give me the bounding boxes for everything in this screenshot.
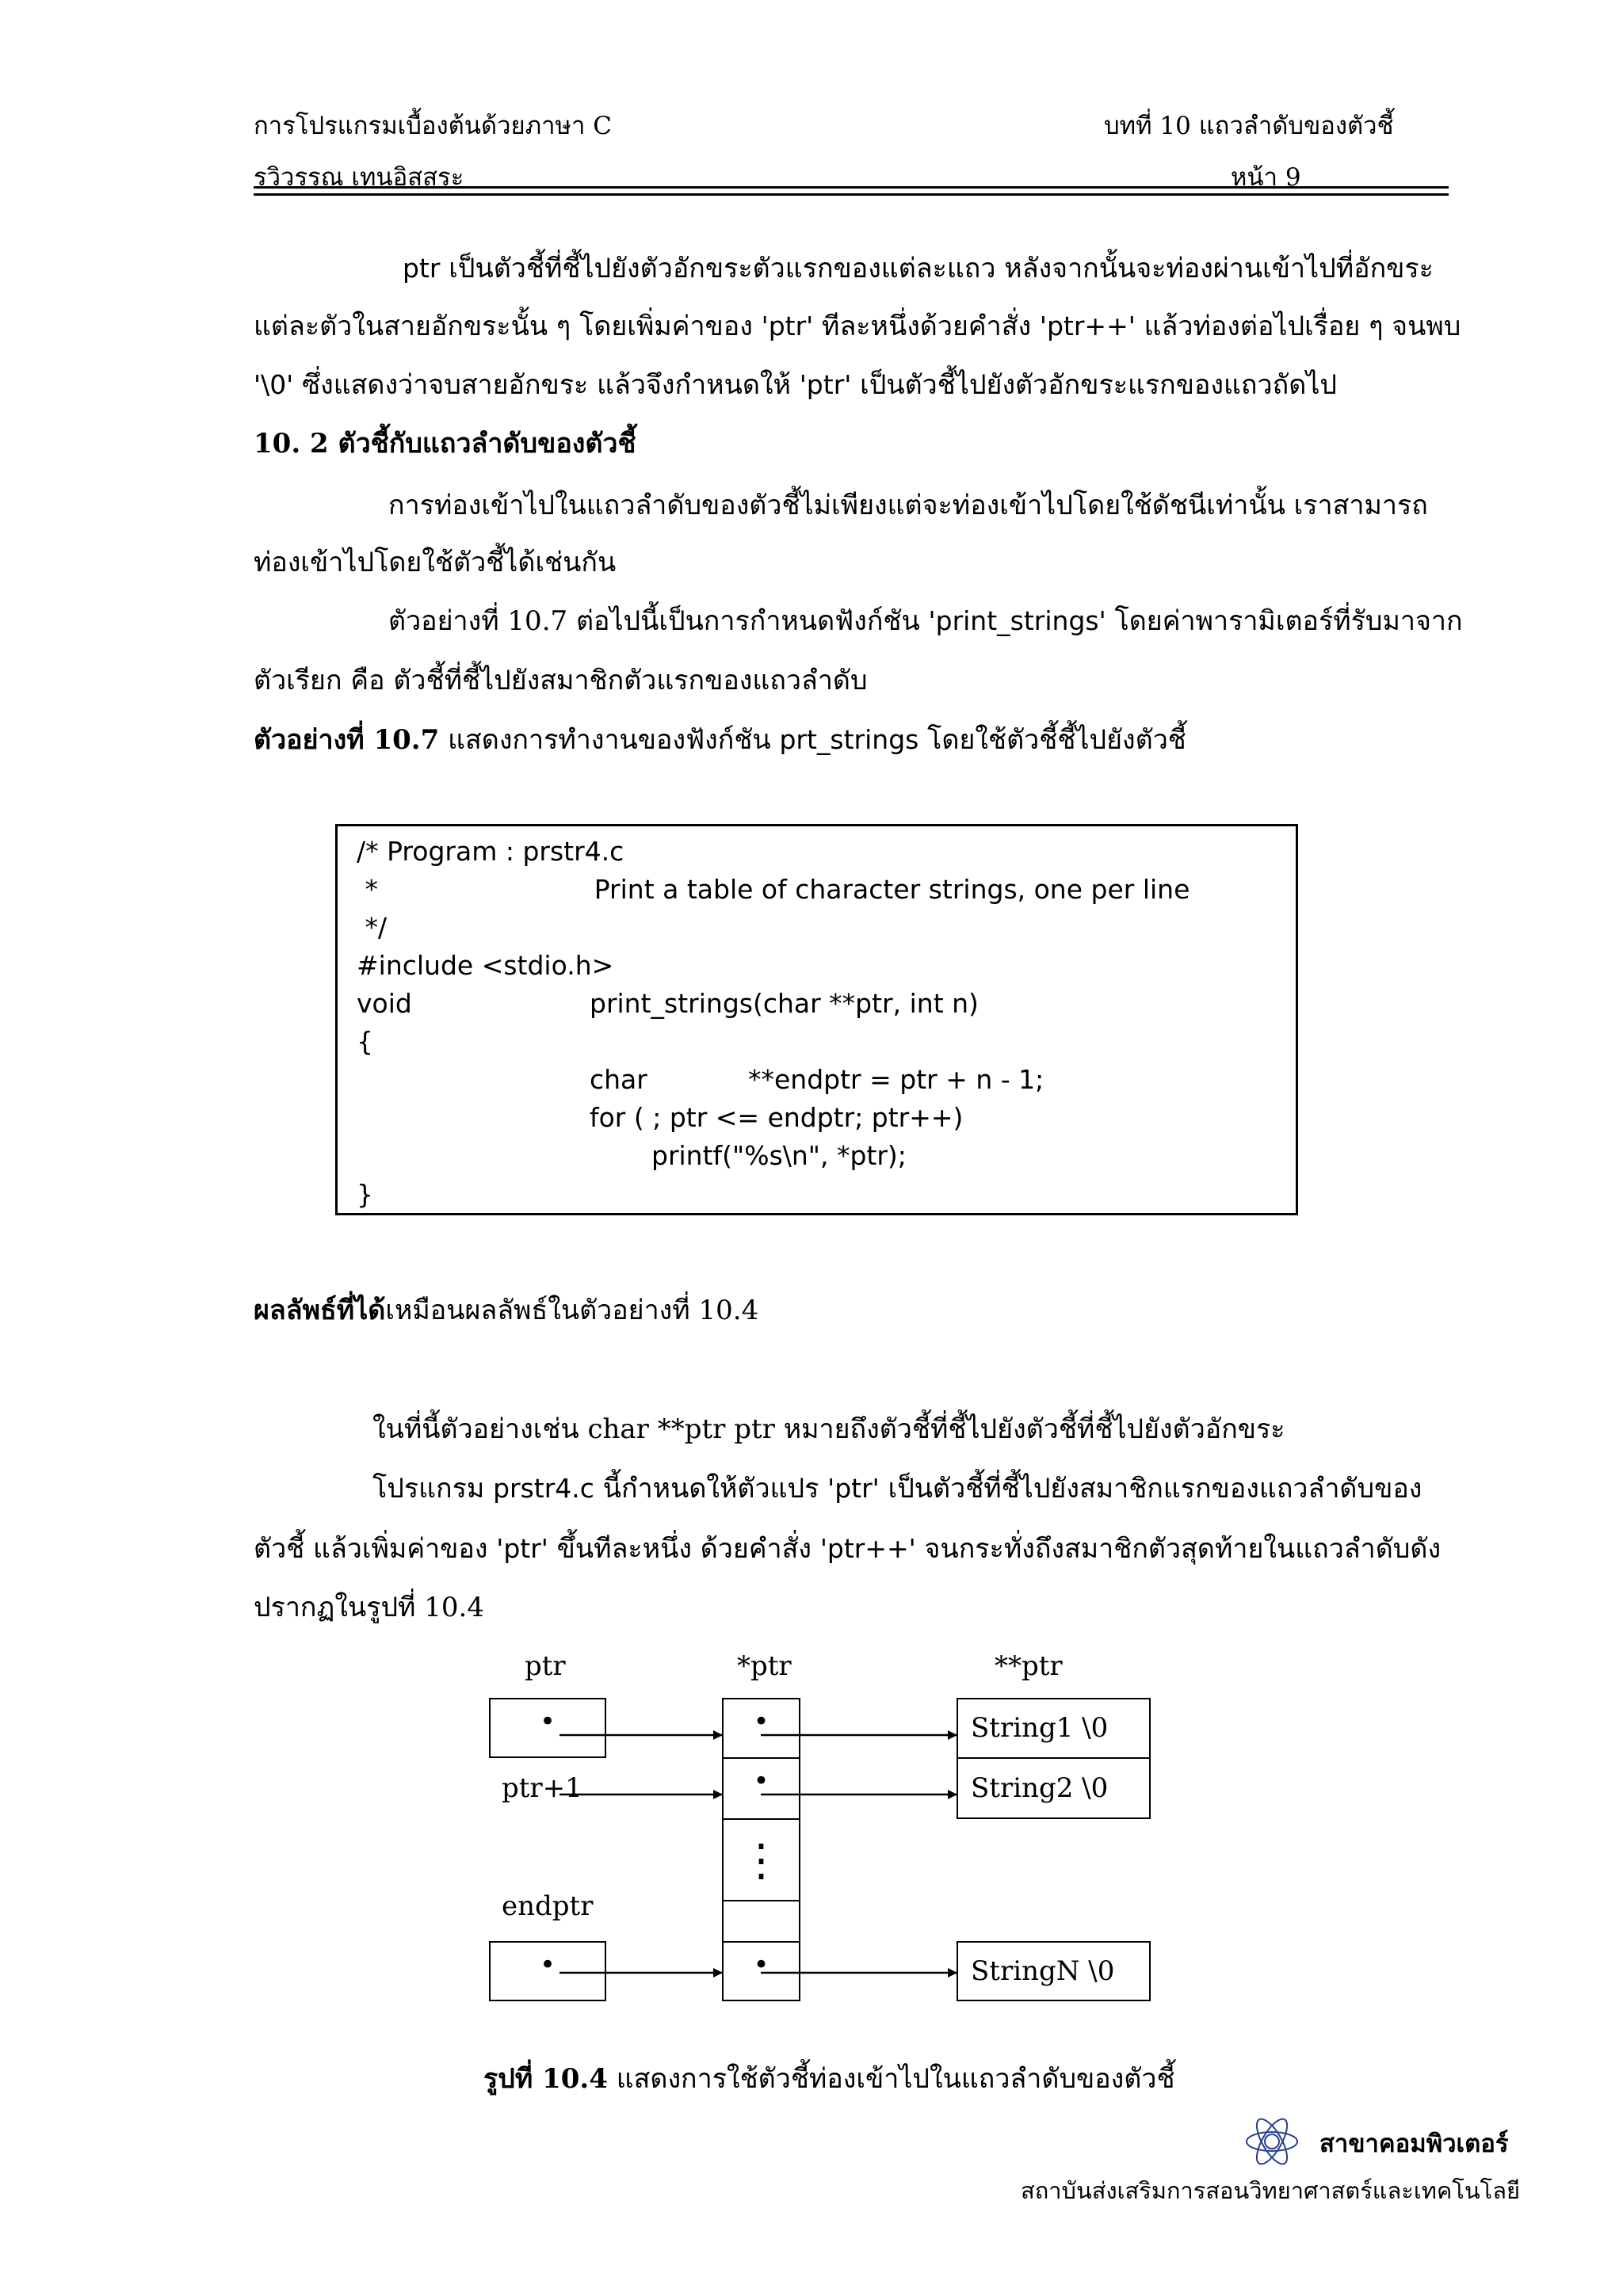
header-page-number: หน้า 9: [1231, 163, 1301, 192]
array-dot: •: [753, 1706, 769, 1737]
text: แสดงการทำงานของฟังก์ชัน: [439, 724, 780, 756]
text: นี้กำหนดให้ตัวแปร: [594, 1473, 828, 1505]
string-2: String2 \0: [971, 1772, 1109, 1804]
string-n: StringN \0: [971, 1955, 1115, 1987]
inline-code: 'ptr++': [1039, 311, 1136, 341]
text: แล้วท่องต่อไปเรื่อย ๆ จนพบ: [1135, 311, 1461, 342]
array-dot: •: [753, 1949, 769, 1981]
footer-department: สาขาคอมพิวเตอร์: [1319, 2130, 1509, 2158]
inline-code: 'ptr': [761, 311, 814, 341]
code-line: print_strings(char **ptr, int n): [590, 988, 979, 1019]
header-left-title: การโปรแกรมเบื้องต้นด้วยภาษา C: [254, 112, 612, 140]
text: เป็นตัวชี้ที่ชี้ไปยังสมาชิกแรกของแถวลำดับของ: [879, 1473, 1423, 1505]
code-line: #include <stdio.h>: [357, 950, 614, 981]
paragraph-5-line-3: ปรากฏในรูปที่ 10.4: [254, 1592, 484, 1623]
inline-code: prt_strings: [779, 724, 919, 755]
text: โปรแกรม: [372, 1473, 494, 1505]
text: จนกระทั่งถึงสมาชิกตัวสุดท้ายในแถวลำดับดัง: [915, 1533, 1442, 1565]
text: แต่ละตัวในสายอักขระนั้น ๆ โดยเพิ่มค่าของ: [254, 311, 762, 342]
header-left-author: รวิวรรณ เทนอิสสระ: [254, 163, 464, 192]
text: แสดงการใช้ตัวชี้ท่องเข้าไปในแถวลำดับของตัวชี้: [607, 2063, 1175, 2095]
text: ตัวชี้ แล้วเพิ่มค่าของ: [254, 1533, 497, 1565]
inline-code: 'ptr': [496, 1533, 548, 1564]
endptr-dot: •: [539, 1949, 556, 1981]
text: ทีละหนึ่งด้วยคำสั่ง: [813, 311, 1040, 342]
institute-logo: [1244, 2114, 1300, 2169]
text: เป็นตัวชี้ไปยังตัวอักขระแรกของแถวถัดไป: [851, 369, 1337, 401]
paragraph-3-line-2: ตัวเรียก คือ ตัวชี้ที่ชี้ไปยังสมาชิกตัวแรกของแถวลำดับ: [254, 665, 868, 696]
inline-code: 'ptr++': [819, 1533, 916, 1564]
paragraph-4: ในที่นี้ตัวอย่างเช่น char **ptr ptr หมายถึงตัวชี้ที่ชี้ไปยังตัวชี้ที่ชี้ไปยังตัวอักขระ: [372, 1413, 1285, 1445]
text: เป็นตัวชี้ที่ชี้ไปยังตัวอักขระตัวแรกของแต่ละแถว หลังจากนั้นจะท่องผ่านเข้าไปที่อักขระ: [440, 253, 1434, 284]
label-ptr-plus-1: ptr+1: [502, 1772, 582, 1804]
code-line: */: [357, 912, 388, 943]
inline-code: ptr: [403, 253, 441, 284]
inline-code: 'print_strings': [928, 605, 1106, 636]
text: เหมือนผลลัพธ์ในตัวอย่างที่ 10.4: [385, 1295, 759, 1326]
code-line: char: [590, 1064, 647, 1095]
inline-code: 'ptr': [799, 369, 852, 400]
label-double-star-ptr: **ptr: [995, 1650, 1063, 1682]
code-line: printf("%s\n", *ptr);: [651, 1140, 907, 1171]
label-star-ptr: *ptr: [737, 1650, 792, 1682]
text: โดยค่าพารามิเตอร์ที่รับมาจาก: [1106, 605, 1463, 637]
header-right-title: บทที่ 10 แถวลำดับของตัวชี้: [1104, 112, 1394, 140]
code-line: * Print a table of character strings, one per line: [357, 874, 1190, 905]
code-line: {: [357, 1026, 373, 1057]
text: โดยใช้ตัวชี้ชี้ไปยังตัวชี้: [918, 724, 1186, 756]
inline-code: 'ptr': [827, 1473, 880, 1504]
ptr-dot: •: [539, 1706, 556, 1737]
caption-label: รูปที่ 10.4: [483, 2063, 608, 2095]
paragraph-2-line-1: การท่องเข้าไปในแถวลำดับของตัวชี้ไม่เพียงแต่จะท่องเข้าไปโดยใช้ดัชนีเท่านั้น เราสามารถ: [388, 490, 1428, 521]
array-dot: •: [753, 1765, 769, 1797]
text: ซึ่งแสดงว่าจบสายอักขระ แล้วจึงกำหนดให้: [293, 369, 800, 401]
code-line: }: [357, 1179, 373, 1210]
text: ตัวอย่างที่ 10.7 ต่อไปนี้เป็นการกำหนดฟังก์ชัน: [388, 605, 929, 637]
array-vdots: ⋮: [739, 1834, 784, 1886]
example-label: ตัวอย่างที่ 10.7: [254, 724, 440, 756]
footer-institute: สถาบันส่งเสริมการสอนวิทยาศาสตร์และเทคโนโลยี: [1021, 2177, 1520, 2204]
inline-code: '\0': [254, 369, 294, 400]
code-line: /* Program : prstr4.c: [357, 836, 624, 867]
code-line: **endptr = ptr + n - 1;: [748, 1064, 1044, 1095]
text: ขึ้นทีละหนึ่ง ด้วยคำสั่ง: [548, 1533, 820, 1565]
figure-caption: [483, 2052, 1175, 2106]
code-line: for ( ; ptr <= endptr; ptr++): [590, 1102, 964, 1133]
paragraph-2-line-2: ท่องเข้าไปโดยใช้ตัวชี้ได้เช่นกัน: [254, 547, 617, 578]
code-line: void: [357, 988, 412, 1019]
result-label: ผลลัพธ์ที่ได้: [254, 1295, 386, 1326]
inline-code: prstr4.c: [493, 1473, 594, 1504]
section-heading: 10. 2 ตัวชี้กับแถวลำดับของตัวชี้: [254, 428, 636, 460]
label-endptr: endptr: [502, 1890, 594, 1922]
string-1: String1 \0: [971, 1712, 1109, 1744]
label-ptr: ptr: [525, 1650, 566, 1682]
